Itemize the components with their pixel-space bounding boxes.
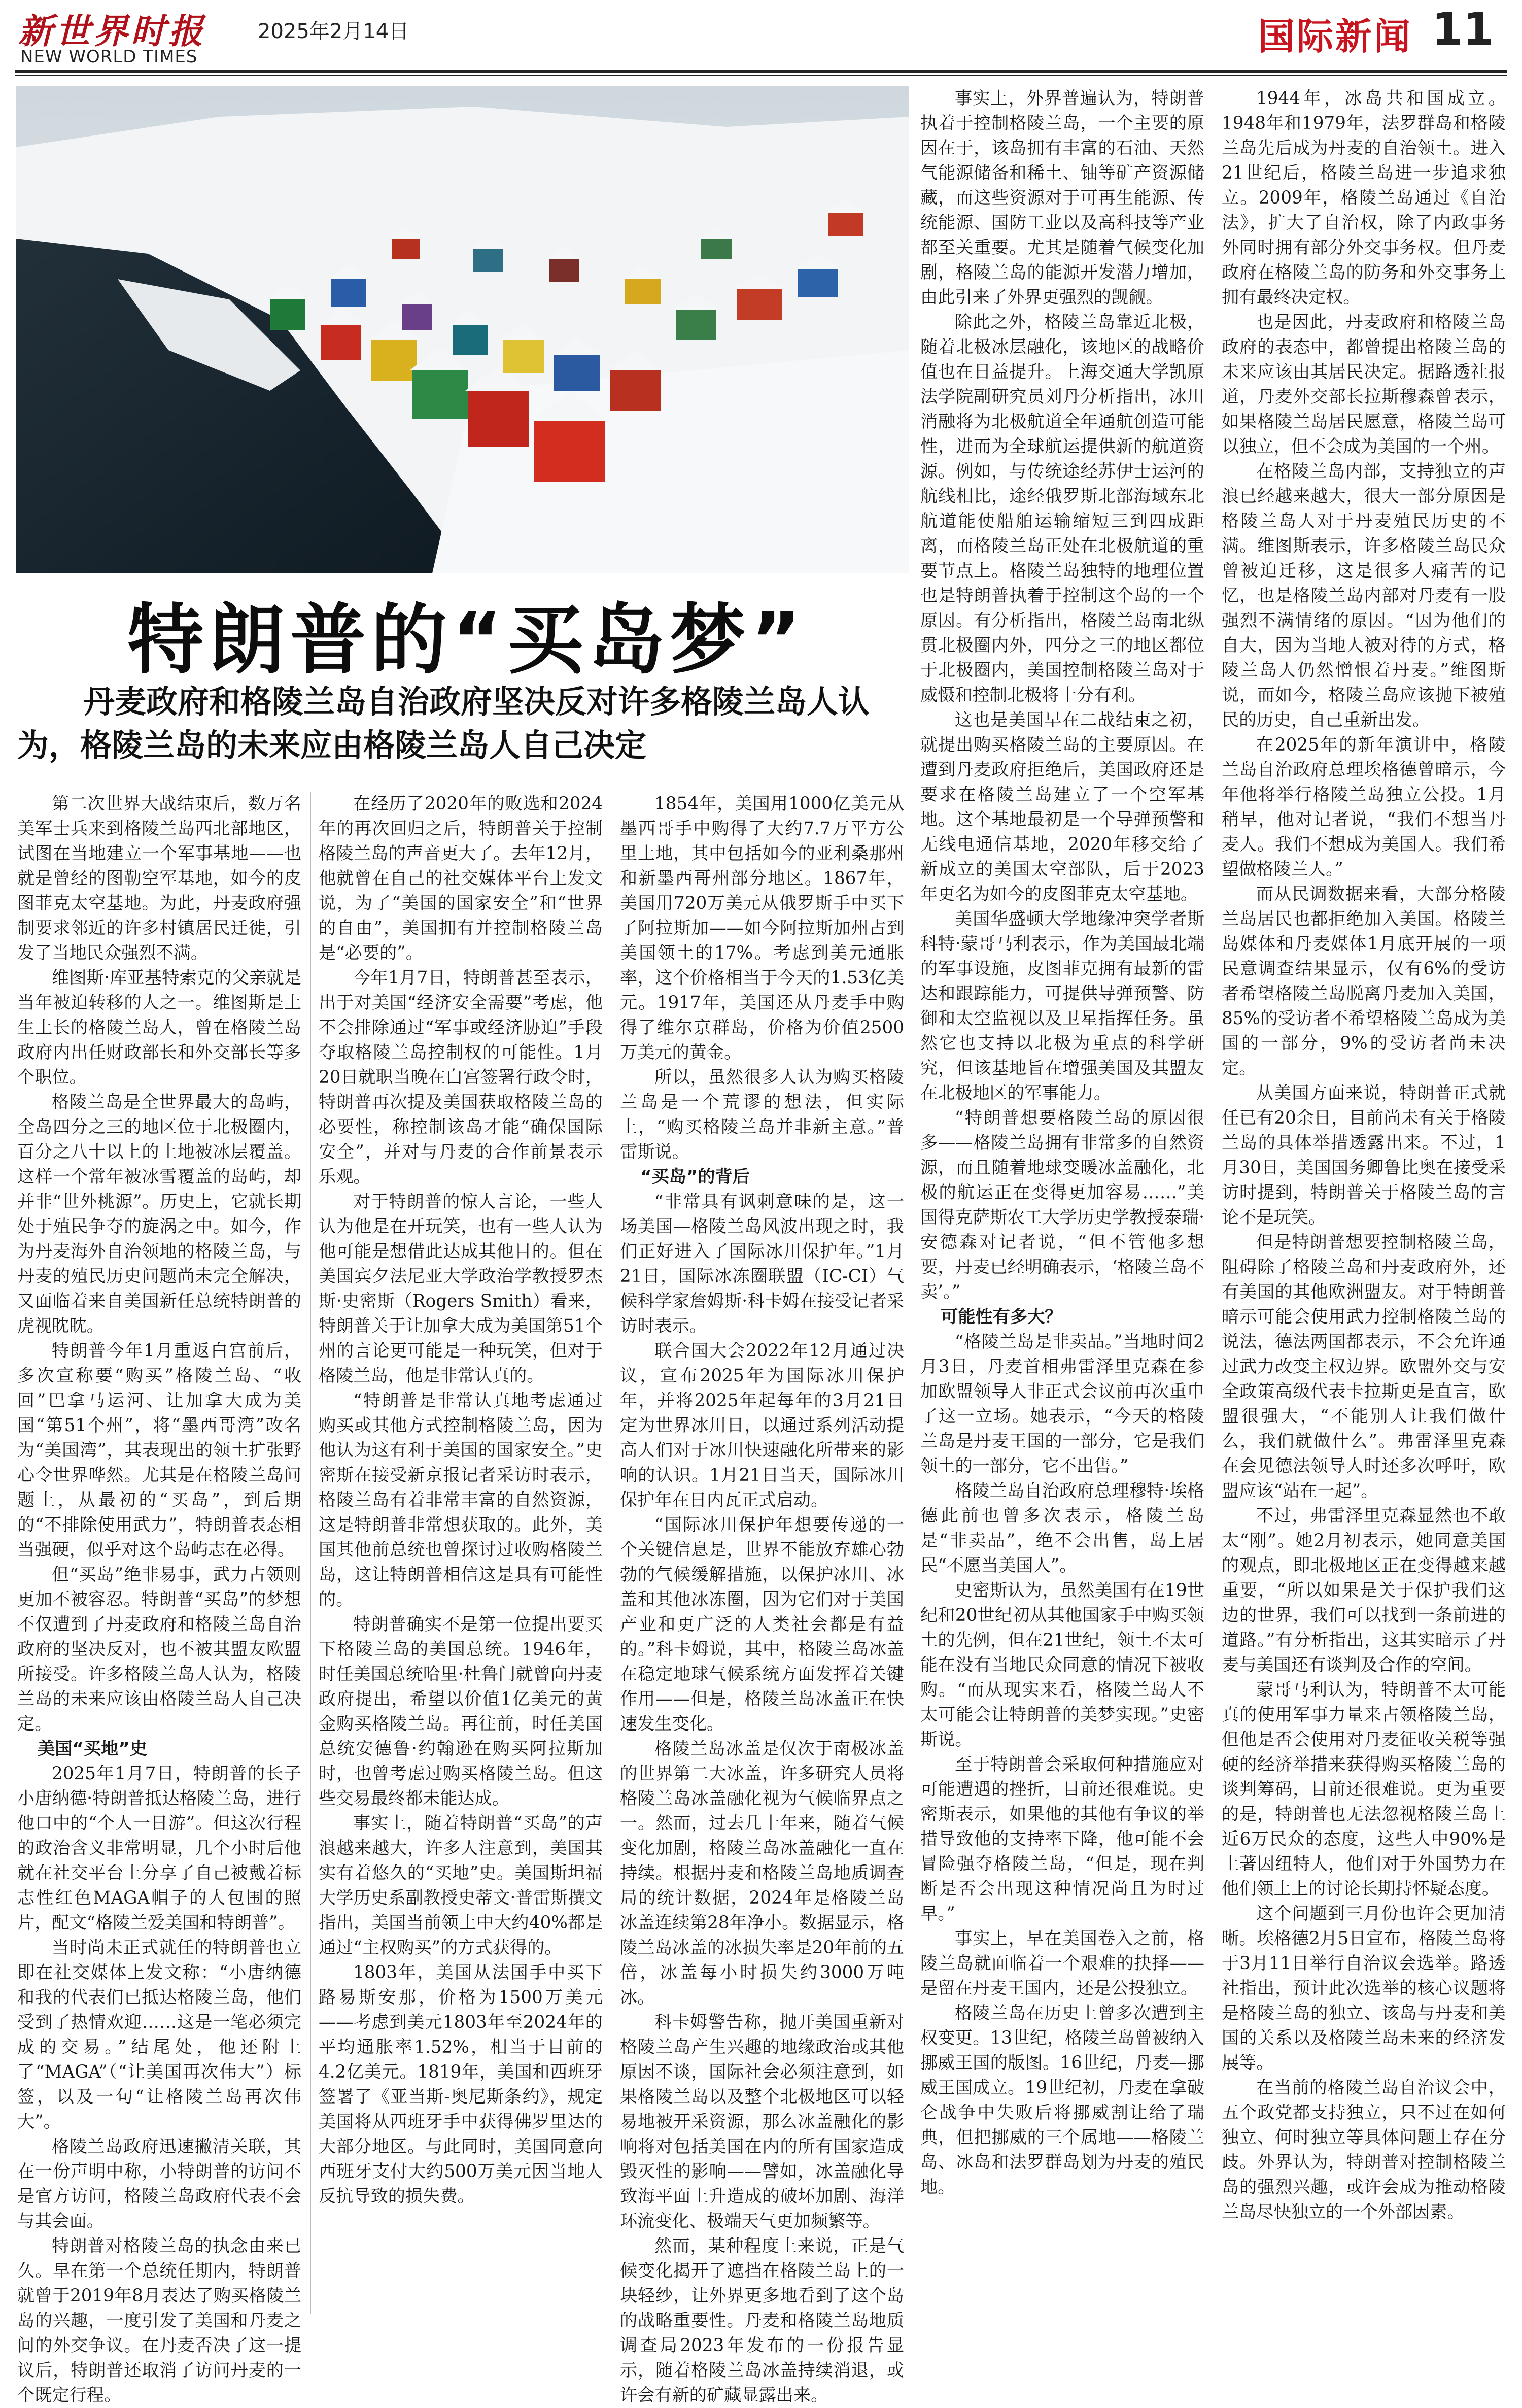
paragraph: “特朗普想要格陵兰岛的原因很多——格陵兰岛拥有非常多的自然资源，而且随着地球变暖冰盖融化，北极的航运正在变得更加容易……”美国得克萨斯农工大学历史学教授泰瑞·安德森对记者说，“但不管他多想要，丹麦已经明确表示，‘格陵兰岛不卖’。”	[920, 1108, 1204, 1302]
paragraph: 今年1月7日，特朗普甚至表示，出于对美国“经济安全需要”考虑，他不会排除通过“军事或经济胁迫”手段夺取格陵兰岛控制权的可能性。1月20日就职当晚在白宫签署行政令时，特朗普再次提及美国获取格陵兰岛的必要性，称控制该岛才能“确保国际安全”，并对与丹麦的合作前景表示乐观。	[319, 968, 603, 1187]
paragraph: 第二次世界大战结束后，数万名美军士兵来到格陵兰岛西北部地区，试图在当地建立一个军事基地——也就是曾经的图勒空军基地，如今的皮图菲克太空基地。为此，丹麦政府强制要求邻近的许多村镇居民迁徙，引发了当地民众强烈不满。	[17, 794, 301, 963]
paragraph: 在经历了2020年的败选和2024年的再次回归之后，特朗普关于控制格陵兰岛的声音更大了。去年12月，他就曾在自己的社交媒体平台上发文说，为了“美国的国家安全”和“世界的自由”，美国拥有并控制格陵兰岛是“必要的”。	[319, 794, 603, 963]
paragraph: 联合国大会2022年12月通过决议，宣布2025年为国际冰川保护年，并将2025年起每年的3月21日定为世界冰川日，以通过系列活动提高人们对于冰川快速融化所带来的影响的认识。1月21日当天，国际冰川保护年在日内瓦正式启动。	[620, 1341, 904, 1510]
paragraph: 事实上，外界普遍认为，特朗普执着于控制格陵兰岛，一个主要的原因在于，该岛拥有丰富的石油、天然气能源储备和稀土、铀等矿产资源储藏，而这些资源对于可再生能源、传统能源、国防工业以及高科技等产业都至关重要。尤其是随着气候变化加剧，格陵兰岛的能源开发潜力增加，由此引来了外界更强烈的觊觎。	[920, 88, 1204, 308]
paragraph: 当时尚未正式就任的特朗普也立即在社交媒体上发文称：“小唐纳德和我的代表们已抵达格陵兰岛，他们受到了热情欢迎……这是一笔必须完成的交易。”结尾处，他还附上了“MAGA”（“让美国再次伟大”）标签，以及一句“让格陵兰岛再次伟大”。	[17, 1938, 301, 2132]
paragraph: 然而，某种程度上来说，正是气候变化揭开了遮挡在格陵兰岛上的一块轻纱，让外界更多地看到了这个岛的战略重要性。丹麦和格陵兰岛地质调查局2023年发布的一份报告显示，随着格陵兰岛冰盖持续消退，或许会有新的矿藏显露出来。	[620, 2236, 904, 2405]
paragraph: 事实上，早在美国卷入之前，格陵兰岛就面临着一个艰难的抉择——是留在丹麦王国内，还是公投独立。	[920, 1928, 1204, 1998]
masthead	[0, 0, 1522, 71]
paragraph: 1803年，美国从法国手中买下路易斯安那，价格为1500万美元——考虑到美元1803年至2024年的平均通胀率1.52%，相当于目前的4.2亿美元。1819年，美国和西班牙签署了《亚当斯-奥尼斯条约》，规定美国将从西班牙手中获得佛罗里达的大部分地区。与此同时，美国同意向西班牙支付大约500万美元因当地人反抗导致的损失费。	[319, 1962, 603, 2207]
section-heading: 美国“买地”史	[38, 1739, 147, 1759]
paragraph: 除此之外，格陵兰岛靠近北极，随着北极冰层融化，该地区的战略价值也在日益提升。上海交通大学凯原法学院副研究员刘丹分析指出，冰川消融将为北极航道全年通航创造可能性，进而为全球航运提供新的航道资源。例如，与传统途经苏伊士运河的航线相比，途经俄罗斯北部海域东北航道能使船舶运输缩短三到四成距离，而格陵兰岛正处在北极航道的重要节点上。格陵兰岛独特的地理位置也是特朗普执着于控制这个岛的一个原因。有分析指出，格陵兰岛南北纵贯北极圈内外，四分之三的地区都位于北极圈内，美国控制格陵兰岛对于威慑和控制北极将十分有利。	[920, 312, 1204, 705]
paragraph: 但是特朗普想要控制格陵兰岛，阻碍除了格陵兰岛和丹麦政府外，还有美国的其他欧洲盟友。对于特朗普暗示可能会使用武力控制格陵兰岛的说法，德法两国都表示，不会允许通过武力改变主权边界。欧盟外交与安全政策高级代表卡拉斯更是直言，欧盟很强大，“不能别人让我们做什么，我们就做什么”。弗雷泽里克森在会见德法领导人时还多次呼吁，欧盟应该“站在一起”。	[1222, 1232, 1506, 1501]
paragraph: 但“买岛”绝非易事，武力占领则更加不被容忍。特朗普“买岛”的梦想不仅遭到了丹麦政府和格陵兰岛自治政府的坚决反对，也不被其盟友欧盟所接受。许多格陵兰岛人认为，格陵兰岛的未来应该由格陵兰岛人自己决定。	[17, 1565, 301, 1734]
section-heading: “买岛”的背后	[640, 1167, 750, 1187]
paragraph: “特朗普是非常认真地考虑通过购买或其他方式控制格陵兰岛，因为他认为这有利于美国的国家安全。”史密斯在接受新京报记者采访时表示，格陵兰岛有着非常丰富的自然资源，这是特朗普非常想获取的。此外，美国其他前总统也曾探讨过收购格陵兰岛，这让特朗普相信这是具有可能性的。	[319, 1390, 603, 1610]
paragraph: 不过，弗雷泽里克森显然也不敢太“刚”。她2月初表示，她同意美国的观点，即北极地区正在变得越来越重要，“所以如果是关于保护我们这边的世界，我们可以找到一条前进的道路。”有分析指出，这其实暗示了丹麦与美国还有谈判及合作的空间。	[1222, 1506, 1506, 1675]
paragraph: 格陵兰岛政府迅速撇清关联，其在一份声明中称，小特朗普的访问不是官方访问，格陵兰岛政府代表不会与其会面。	[17, 2136, 301, 2231]
paragraph: 格陵兰岛自治政府总理穆特·埃格德此前也曾多次表示，格陵兰岛是“非卖品”，绝不会出售，岛上居民“不愿当美国人”。	[920, 1481, 1204, 1576]
header-rule-thin	[15, 75, 1507, 76]
article-column-1	[17, 792, 301, 2405]
paragraph: 也是因此，丹麦政府和格陵兰岛政府的表态中，都曾提出格陵兰岛的未来应该由其居民决定。据路透社报道，丹麦外交部长拉斯穆森曾表示，如果格陵兰岛居民愿意，格陵兰岛可以独立，但不会成为美国的一个州。	[1222, 312, 1506, 457]
paragraph: 在格陵兰岛内部，支持独立的声浪已经越来越大，很大一部分原因是格陵兰岛人对于丹麦殖民历史的不满。维图斯表示，许多格陵兰岛民众曾被迫迁移，这是很多人痛苦的记忆，也是格陵兰岛内部对丹麦有一股强烈不满情绪的原因。“因为他们的自大，因为当地人被对待的方式，格陵兰岛人仍然憎恨着丹麦。”维图斯说，而如今，格陵兰岛应该抛下被殖民的历史，自己重新出发。	[1222, 461, 1506, 730]
section-title: 国际新闻	[1258, 15, 1413, 58]
paragraph: 从美国方面来说，特朗普正式就任已有20余日，目前尚未有关于格陵兰岛的具体举措透露出来。不过，1月30日，美国国务卿鲁比奥在接受采访时提到，特朗普关于格陵兰岛的言论不是玩笑。	[1222, 1083, 1506, 1228]
paragraph: 这也是美国早在二战结束之初，就提出购买格陵兰岛的主要原因。在遭到丹麦政府拒绝后，美国政府还是要求在格陵兰岛建立了一个空军基地。这个基地最初是一个导弹预警和无线电通信基地，2020年移交给了新成立的美国太空部队，后于2023年更名为如今的皮图菲克太空基地。	[920, 710, 1204, 904]
paragraph: 事实上，随着特朗普“买岛”的声浪越来越大，许多人注意到，美国其实有着悠久的“买地”史。美国斯坦福大学历史系副教授史蒂文·普雷斯撰文指出，美国当前领土中大约40%都是通过“主权购买”的方式获得的。	[319, 1813, 603, 1958]
issue-date: 2025年2月14日	[258, 20, 409, 43]
subheadline: 丹麦政府和格陵兰岛自治政府坚决反对许多格陵兰岛人认为，格陵兰岛的未来应由格陵兰岛人自己决定	[17, 683, 870, 764]
paragraph: 所以，虽然很多人认为购买格陵兰岛是一个荒谬的想法，但实际上，“购买格陵兰岛并非新主意。”普雷斯说。	[620, 1067, 904, 1162]
paragraph: 格陵兰岛冰盖是仅次于南极冰盖的世界第二大冰盖，许多研究人员将格陵兰岛冰盖融化视为气候临界点之一。然而，过去几十年来，随着气候变化加剧，格陵兰岛冰盖融化一直在持续。根据丹麦和格陵兰岛地质调查局的统计数据，2024年是格陵兰岛冰盖连续第28年净小。数据显示，格陵兰岛冰盖的冰损失率是20年前的五倍，冰盖每小时损失约3000万吨冰。	[620, 1739, 904, 2008]
article-column-4	[920, 86, 1204, 2314]
paragraph: 特朗普确实不是第一位提出要买下格陵兰岛的美国总统。1946年，时任美国总统哈里·杜鲁门就曾向丹麦政府提出，希望以价值1亿美元的黄金购买格陵兰岛。再往前，时任美国总统安德鲁·约翰逊在购买阿拉斯加时，也曾考虑过购买格陵兰岛。但这些交易最终都未能达成。	[319, 1614, 603, 1809]
paragraph: 科卡姆警告称，抛开美国重新对格陵兰岛产生兴趣的地缘政治或其他原因不谈，国际社会必须注意到，如果格陵兰岛以及整个北极地区可以轻易地被开采资源，那么冰盖融化的影响将对包括美国在内的所有国家造成毁灭性的影响——譬如，冰盖融化导致海平面上升造成的破坏加剧、海洋环流变化、极端天气更加频繁等。	[620, 2012, 904, 2231]
paragraph: 蒙哥马利认为，特朗普不太可能真的使用军事力量来占领格陵兰岛，但他是否会使用对丹麦征收关税等强硬的经济举措来获得购买格陵兰岛的谈判筹码，目前还很难说。更为重要的是，特朗普也无法忽视格陵兰岛上近6万民众的态度，这些人中90%是土著因纽特人，他们对于外国势力在他们领土上的讨论长期持怀疑态度。	[1222, 1680, 1506, 1899]
paragraph: 这个问题到三月份也许会更加清晰。埃格德2月5日宣布，格陵兰岛将于3月11日举行自治议会选举。路透社指出，预计此次选举的核心议题将是格陵兰岛的独立、该岛与丹麦和美国的关系以及格陵兰岛未来的经济发展等。	[1222, 1904, 1506, 2073]
paragraph: 特朗普对格陵兰岛的执念由来已久。早在第一个总统任期内，特朗普就曾于2019年8月表达了购买格陵兰岛的兴趣，一度引发了美国和丹麦之间的外交争议。在丹麦否决了这一提议后，特朗普还取消了访问丹麦的一个既定行程。	[17, 2236, 301, 2405]
article-photo	[16, 86, 909, 573]
paragraph: 2025年1月7日，特朗普的长子小唐纳德·特朗普抵达格陵兰岛，进行他口中的“个人一日游”。但这次行程的政治含义非常明显，几个小时后他就在社交平台上分享了自己被戴着标志性红色MAGA帽子的人包围的照片，配文“格陵兰爱美国和特朗普”。	[17, 1763, 301, 1933]
newspaper-brand-en: NEW WORLD TIMES	[20, 47, 198, 67]
paragraph: 特朗普今年1月重返白宫前后，多次宣称要“购买”格陵兰岛、“收回”巴拿马运河、让加拿大成为美国“第51个州”，将“墨西哥湾”改名为“美国湾”，其表现出的领土扩张野心令世界哗然。尤其是在格陵兰岛问题上，从最初的“买岛”，到后期的“不排除使用武力”，特朗普表态相当强硬，似乎对这个岛屿志在必得。	[17, 1341, 301, 1560]
paragraph: 1944年，冰岛共和国成立。1948年和1979年，法罗群岛和格陵兰岛先后成为丹麦的自治领土。进入21世纪后，格陵兰岛进一步追求独立。2009年，格陵兰岛通过《自治法》，扩大了自治权，除了内政事务外同时拥有部分外交事务权。但丹麦政府在格陵兰岛的防务和外交事务上拥有最终决定权。	[1222, 88, 1506, 308]
paragraph: 在当前的格陵兰岛自治议会中，五个政党都支持独立，只不过在如何独立、何时独立等具体问题上存在分歧。外界认为，特朗普对控制格陵兰岛的强烈兴趣，或许会成为推动格陵兰岛尽快独立的一个外部因素。	[1222, 2078, 1506, 2222]
headline: 特朗普的“买岛梦”	[127, 596, 806, 685]
paragraph: 在2025年的新年演讲中，格陵兰岛自治政府总理埃格德曾暗示，今年他将举行格陵兰岛独立公投。1月稍早，他对记者说，“我们不想当丹麦人。我们不想成为美国人。我们希望做格陵兰人。”	[1222, 735, 1506, 879]
paragraph: “格陵兰岛是非卖品。”当地时间2月3日，丹麦首相弗雷泽里克森在参加欧盟领导人非正式会议前再次重申了这一立场。她表示，“今天的格陵兰岛是丹麦王国的一部分，它是我们领土的一部分，它不出售。”	[920, 1332, 1204, 1476]
paragraph: 格陵兰岛在历史上曾多次遭到主权变更。13世纪，格陵兰岛曾被纳入挪威王国的版图。16世纪，丹麦—挪威王国成立。19世纪初，丹麦在拿破仑战争中失败后将挪威割让给了瑞典，但把挪威的三个属地——格陵兰岛、冰岛和法罗群岛划为丹麦的殖民地。	[920, 2003, 1204, 2197]
paragraph: “非常具有讽刺意味的是，这一场美国—格陵兰岛风波出现之时，我们正好进入了国际冰川保护年。”1月21日，国际冰冻圈联盟（IC-CI）气候科学家詹姆斯·科卡姆在接受记者采访时表示。	[620, 1192, 904, 1336]
article-column-3	[620, 792, 904, 2405]
paragraph: 而从民调数据来看，大部分格陵兰岛居民也都拒绝加入美国。格陵兰岛媒体和丹麦媒体1月底开展的一项民意调查结果显示，仅有6%的受访者希望格陵兰岛脱离丹麦加入美国，85%的受访者不希望格陵兰岛成为美国的一部分，9%的受访者尚未决定。	[1222, 884, 1506, 1078]
newspaper-brand: 新世界时报	[18, 11, 206, 52]
article-column-2	[319, 792, 603, 2314]
page-number: 11	[1432, 3, 1494, 55]
paragraph: 维图斯·库亚基特索克的父亲就是当年被迫转移的人之一。维图斯是土生土长的格陵兰岛人，曾在格陵兰岛政府内出任财政部长和外交部长等多个职位。	[17, 968, 301, 1088]
paragraph: 至于特朗普会采取何种措施应对可能遭遇的挫折，目前还很难说。史密斯表示，如果他的其他有争议的举措导致他的支持率下降，他可能不会冒险强夺格陵兰岛，“但是，现在判断是否会出现这种情况尚且为时过早。”	[920, 1754, 1204, 1924]
column-divider	[310, 792, 311, 2314]
paragraph: 美国华盛顿大学地缘冲突学者斯科特·蒙哥马利表示，作为美国最北端的军事设施，皮图菲克拥有最新的雷达和跟踪能力，可提供导弹预警、防御和太空监视以及卫星指挥任务。虽然它也支持以北极为重点的科学研究，但该基地旨在增强美国及其盟友在北极地区的军事能力。	[920, 909, 1204, 1103]
header-rule	[15, 70, 1507, 73]
paragraph: 格陵兰岛是全世界最大的岛屿，全岛四分之三的地区位于北极圈内，百分之八十以上的土地被冰层覆盖。这样一个常年被冰雪覆盖的岛屿，却并非“世外桃源”。历史上，它就长期处于殖民争夺的旋涡之中。如今，作为丹麦海外自治领地的格陵兰岛，与丹麦的殖民历史问题尚未完全解决，又面临着来自美国新任总统特朗普的虎视眈眈。	[17, 1092, 301, 1336]
paragraph: 对于特朗普的惊人言论，一些人认为他是在开玩笑，也有一些人认为他可能是想借此达成其他目的。但在美国宾夕法尼亚大学政治学教授罗杰斯·史密斯（Rogers Smith）看来，特朗普关于让加拿大成为美国第51个州的言论更可能是一种玩笑，但对于格陵兰岛，他是非常认真的。	[319, 1192, 603, 1386]
paragraph: 1854年，美国用1000亿美元从墨西哥手中购得了大约7.7万平方公里土地，其中包括如今的亚利桑那州和新墨西哥州部分地区。1867年，美国用720万美元从俄罗斯手中买下了阿拉斯加——如今阿拉斯加州占到美国领土的17%。考虑到美元通胀率，这个价格相当于今天的1.53亿美元。1917年，美国还从丹麦手中购得了维尔京群岛，价格为价值2500万美元的黄金。	[620, 794, 904, 1063]
paragraph: “国际冰川保护年想要传递的一个关键信息是，世界不能放弃雄心勃勃的气候缓解措施，以保护冰川、冰盖和其他冰冻圈，因为它们对于美国产业和更广泛的人类社会都是有益的。”科卡姆说，其中，格陵兰岛冰盖在稳定地球气候系统方面发挥着关键作用——但是，格陵兰岛冰盖正在快速发生变化。	[620, 1515, 904, 1734]
section-heading: 可能性有多大？	[941, 1307, 1062, 1327]
article-column-5	[1222, 86, 1506, 2314]
paragraph: 史密斯认为，虽然美国有在19世纪和20世纪初从其他国家手中购买领土的先例，但在21世纪，领土不太可能在没有当地民众同意的情况下被收购。“而从现实来看，格陵兰岛人不太可能会让特朗普的美梦实现。”史密斯说。	[920, 1580, 1204, 1750]
